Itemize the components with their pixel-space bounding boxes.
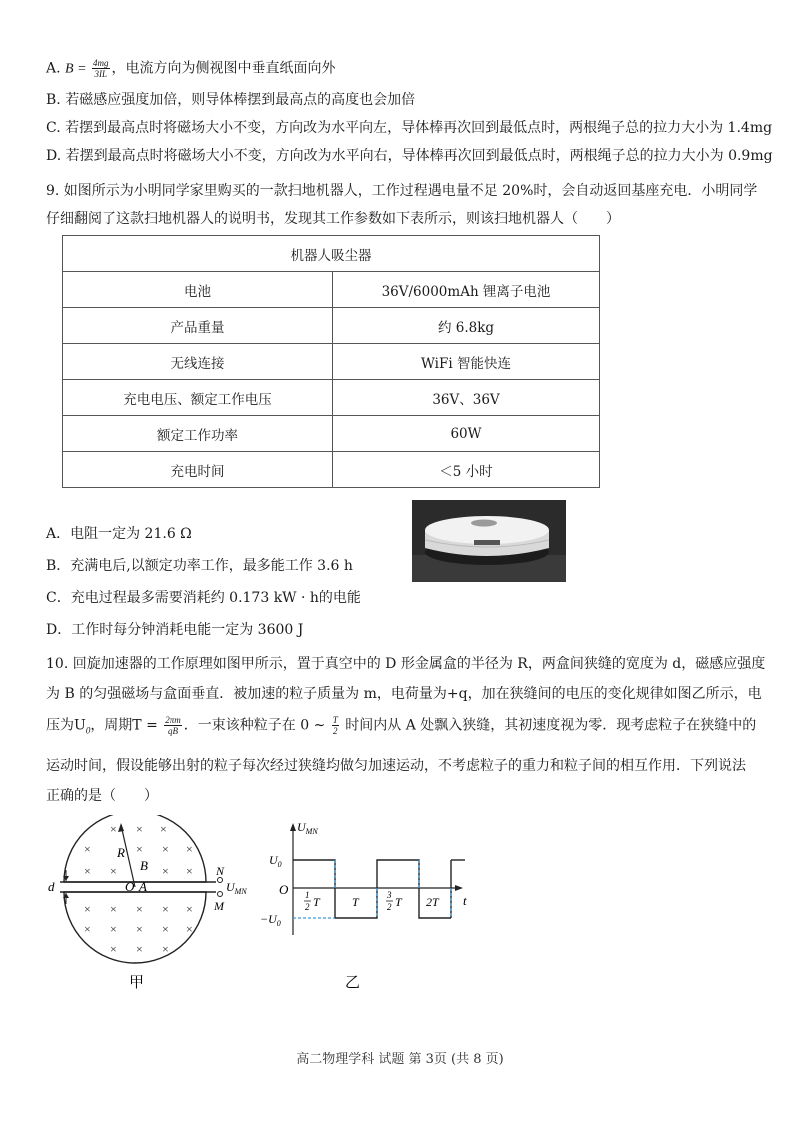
three-half-period-tick <box>386 890 403 912</box>
svg-text:×: × <box>136 942 143 956</box>
robot-vacuum-photo <box>412 500 566 582</box>
svg-text:×: × <box>186 842 193 856</box>
q10-stem-line3: 压为$U_0$，周期T = $\frac{2\pi m}{qB}$ ．一束该种粒子在 0 ∼ $\frac{T}{2}$ 时间内从 A 处飘入狭缝，其初速度视为零．现考虑粒子在狭缝中的 <box>46 715 757 736</box>
terminal-m-label: M <box>214 899 224 913</box>
svg-text:×: × <box>136 902 143 916</box>
svg-text:×: × <box>84 842 91 856</box>
spec-table-header <box>63 236 600 272</box>
entry-point-label: A <box>139 879 147 894</box>
svg-text:×: × <box>84 864 91 878</box>
svg-text:×: × <box>110 822 117 836</box>
terminal-n-label: N <box>216 864 225 878</box>
q9-option-c: C．充电过程最多需要消耗约 0.173 kW · h的电能 <box>46 590 361 606</box>
spec-label: 额定工作功率 <box>63 416 333 452</box>
q9-option-d: D．工作时每分钟消耗电能一定为 3600 J <box>46 622 304 638</box>
svg-text:×: × <box>162 922 169 936</box>
neg-u0-label: $-U_0$ <box>260 912 281 928</box>
spec-table <box>62 235 600 488</box>
page-footer: 高二物理学科 试题 第 3页 (共 8 页) <box>296 1052 504 1067</box>
voltage-label: $U_{MN}$ <box>226 880 247 896</box>
spec-value: WiFi 智能快连 <box>333 344 600 380</box>
svg-text:×: × <box>110 864 117 878</box>
spec-value: ＜5 小时 <box>333 452 600 488</box>
svg-text:×: × <box>84 922 91 936</box>
q9-stem-line2: 仔细翻阅了这款扫地机器人的说明书，发现其工作参数如下表所示，则该扫地机器人（ ） <box>46 211 620 227</box>
t-axis-label: t <box>463 893 467 908</box>
spec-value: 36V/6000mAh 锂离子电池 <box>333 272 600 308</box>
spec-value: 36V、36V <box>333 380 600 416</box>
cyclotron-diagram <box>40 815 260 995</box>
svg-text:×: × <box>162 842 169 856</box>
table-row <box>63 416 600 452</box>
q9-option-a: A．电阻一定为 21.6 Ω <box>46 526 192 542</box>
q8-option-a: A. B = $\frac{4mg}{3IL}$ ，电流方向为侧视图中垂直纸面向外 <box>46 58 336 79</box>
q8-a-formula-lhs: B = <box>65 61 91 77</box>
spec-label: 电池 <box>63 272 333 308</box>
figure-jia-caption: 甲 <box>129 975 145 991</box>
svg-text:×: × <box>186 922 193 936</box>
table-row <box>63 380 600 416</box>
table-row <box>63 272 600 308</box>
q10-stem-line4: 运动时间，假设能够出射的粒子每次经过狭缝均做匀加速运动，不考虑粒子的重力和粒子间的相互作用．下列说法 <box>46 758 746 774</box>
svg-text:×: × <box>84 902 91 916</box>
svg-text:3: 3 <box>387 890 392 900</box>
table-row <box>63 344 600 380</box>
q8-a-fraction: $\frac{4mg}{3IL}$ <box>93 58 109 79</box>
spec-label: 充电时间 <box>63 452 333 488</box>
half-period-tick <box>304 890 321 912</box>
spec-label: 充电电压、额定工作电压 <box>63 380 333 416</box>
gap-width-label: d <box>48 879 55 894</box>
svg-text:×: × <box>136 822 143 836</box>
period-tick: T <box>352 895 359 909</box>
q10-stem-line1: 10. 回旋加速器的工作原理如图甲所示，置于真空中的 D 形金属盒的半径为 R，两盒间狭缝的宽度为 d，磁感应强度 <box>46 656 766 672</box>
svg-text:×: × <box>186 864 193 878</box>
center-label: O <box>125 879 135 894</box>
svg-text:2: 2 <box>387 902 392 912</box>
svg-text:×: × <box>162 902 169 916</box>
q8-option-c: C. 若摆到最高点时将磁场大小不变，方向改为水平向左，导体棒再次回到最低点时，两根绳子总的拉力大小为 1.4mg <box>46 120 773 136</box>
period-fraction: $\frac{2\pi m}{qB}$ <box>165 715 181 736</box>
origin-label: O <box>279 882 289 897</box>
svg-text:×: × <box>160 822 167 836</box>
table-row <box>63 452 600 488</box>
field-label: B <box>140 858 148 873</box>
svg-text:×: × <box>136 922 143 936</box>
q10-stem-line2: 为 B 的匀强磁场与盒面垂直．被加速的粒子质量为 m，电荷量为+q，加在狭缝间的电压的变化规律如图乙所示，电 <box>46 686 762 702</box>
svg-text:×: × <box>110 902 117 916</box>
svg-text:T: T <box>313 895 320 909</box>
voltage-waveform-diagram <box>255 815 475 995</box>
svg-text:×: × <box>136 842 143 856</box>
spec-label: 无线连接 <box>63 344 333 380</box>
svg-text:×: × <box>162 942 169 956</box>
half-period-fraction: $\frac{T}{2}$ <box>332 715 338 736</box>
q8-option-d: D. 若摆到最高点时将磁场大小不变，方向改为水平向右，导体棒再次回到最低点时，两根绳子总的拉力大小为 0.9mg <box>46 148 773 164</box>
q8-option-b: B. 若磁感应强度加倍，则导体棒摆到最高点的高度也会加倍 <box>46 92 416 108</box>
svg-text:×: × <box>186 902 193 916</box>
svg-text:×: × <box>110 942 117 956</box>
svg-text:2: 2 <box>305 902 310 912</box>
q10-stem-line5: 正确的是（ ） <box>46 788 158 804</box>
table-row <box>63 308 600 344</box>
radius-label: R <box>117 845 125 860</box>
spec-table-title: 机器人吸尘器 <box>63 236 600 272</box>
two-period-tick: 2T <box>426 895 439 909</box>
y-axis-label: $U_{MN}$ <box>297 820 318 836</box>
spec-value: 约 6.8kg <box>333 308 600 344</box>
figure-yi-caption: 乙 <box>345 975 361 991</box>
q9-option-b: B．充满电后,以额定功率工作，最多能工作 3.6 h <box>46 558 353 574</box>
robot-vacuum-illustration <box>412 500 566 582</box>
spec-label: 产品重量 <box>63 308 333 344</box>
spec-value: 60W <box>333 416 600 452</box>
svg-text:×: × <box>162 864 169 878</box>
svg-text:×: × <box>110 922 117 936</box>
svg-text:T: T <box>395 895 402 909</box>
u0-label: $U_0$ <box>269 853 282 869</box>
square-wave <box>293 860 451 918</box>
svg-text:1: 1 <box>305 890 310 900</box>
q9-stem-line1: 9. 如图所示为小明同学家里购买的一款扫地机器人，工作过程遇电量不足 20%时，会自动返回基座充电．小明同学 <box>46 183 758 199</box>
